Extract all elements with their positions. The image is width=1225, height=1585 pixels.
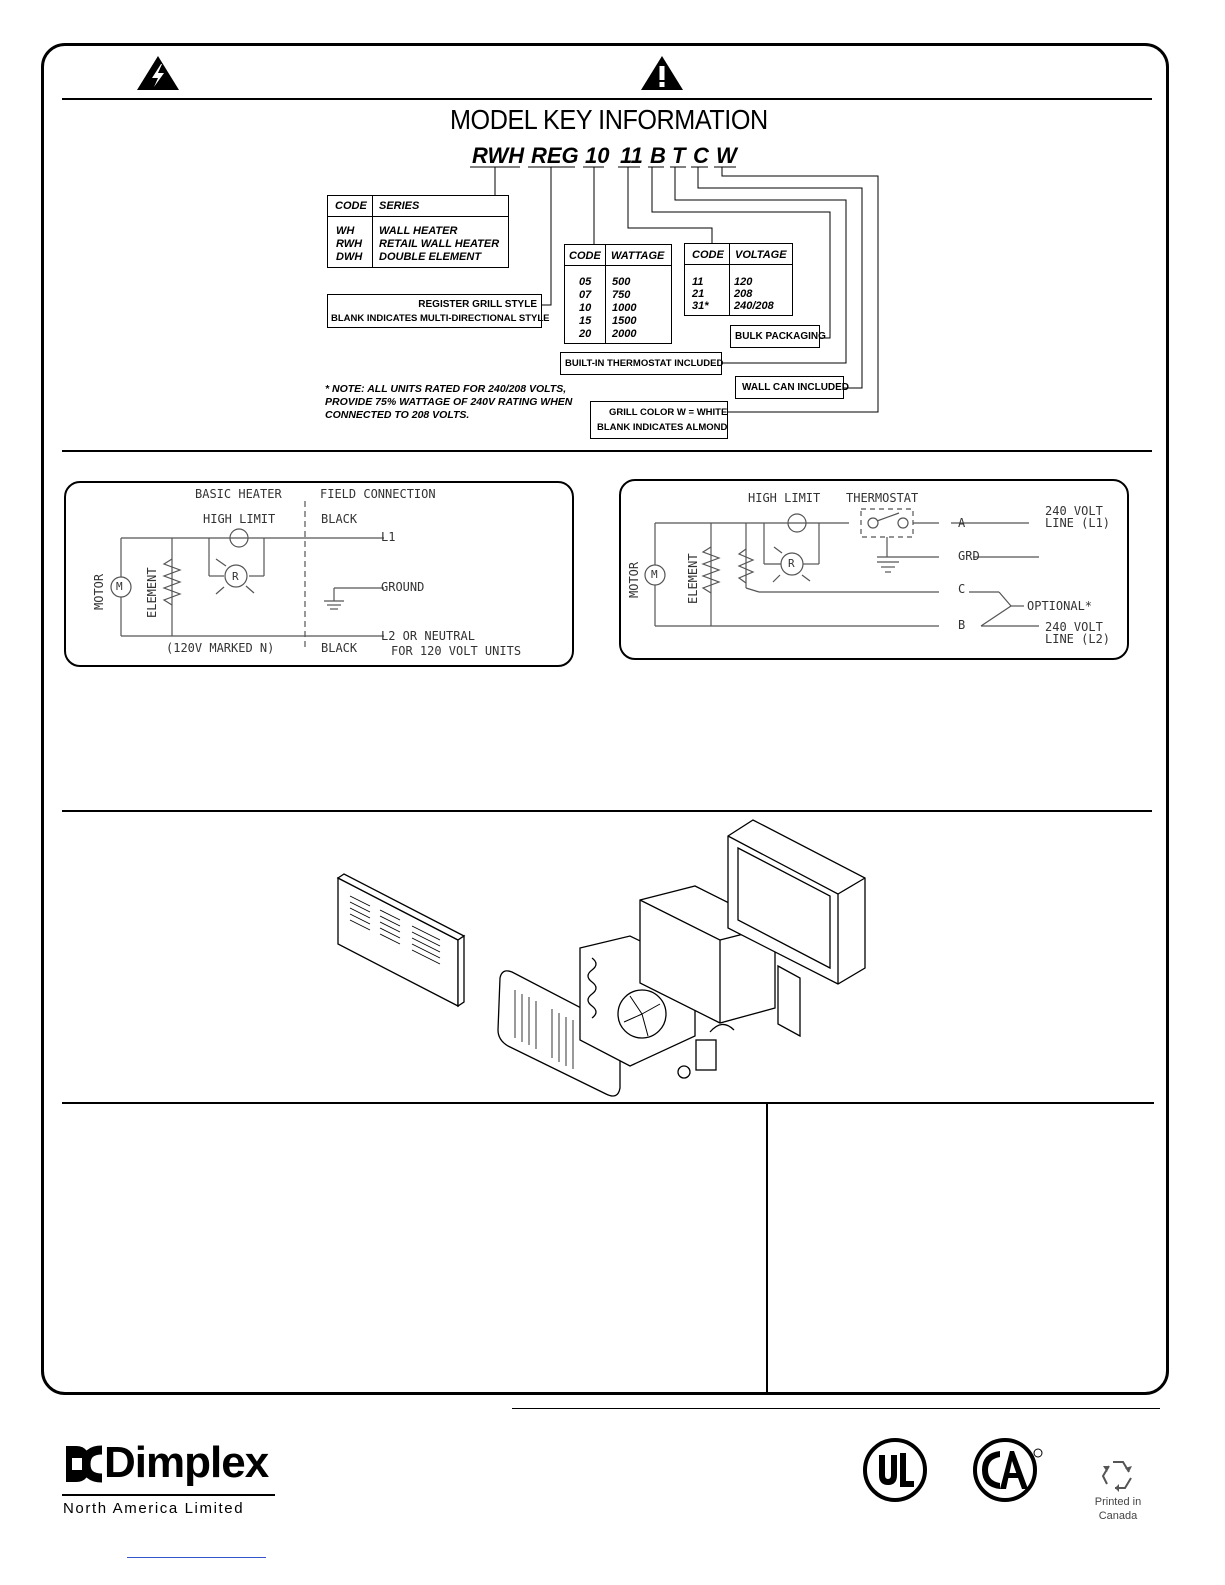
voltage-value: 240/208 xyxy=(734,300,774,312)
voltage-table xyxy=(684,243,793,316)
bulk-packaging-box xyxy=(730,325,826,348)
black-top-label: BLACK xyxy=(321,512,358,526)
register-grill-blank-label: BLANK INDICATES MULTI-DIRECTIONAL STYLE xyxy=(331,313,550,324)
l1-label: L1 xyxy=(381,530,396,544)
black-bottom-label: BLACK xyxy=(321,641,358,655)
ul-certification-icon xyxy=(862,1437,928,1503)
section-divider xyxy=(62,450,1152,452)
wattage-value: 500 xyxy=(612,276,631,288)
series-header-series: SERIES xyxy=(379,200,420,212)
printed-in-canada xyxy=(1082,1495,1154,1523)
series-name: RETAIL WALL HEATER xyxy=(379,238,500,250)
wall-can-label: WALL CAN INCLUDED xyxy=(742,382,850,393)
code-part-bulk: B xyxy=(650,143,666,168)
leader-lines xyxy=(0,0,1225,450)
wattage-code: 15 xyxy=(579,315,592,327)
optional-label: OPTIONAL* xyxy=(1027,599,1093,613)
code-part-voltage: 11 xyxy=(620,143,643,168)
terminal-grd-label: GRD xyxy=(958,549,980,563)
wattage-value: 1000 xyxy=(612,302,637,314)
terminal-a-label: A xyxy=(958,516,966,530)
basic-heater-label: BASIC HEATER xyxy=(195,487,282,501)
wattage-code: 10 xyxy=(579,302,592,314)
thermo-motor-symbol: M xyxy=(651,568,658,581)
basic-wiring-lines xyxy=(64,481,574,667)
code-part-series: RWH xyxy=(472,143,525,168)
line-l1-volt-label: 240 VOLT xyxy=(1045,504,1103,518)
voltage-note xyxy=(325,383,572,422)
link-underline[interactable] xyxy=(127,1557,266,1558)
code-part-wallcan: C xyxy=(693,143,709,168)
model-key-title: MODEL KEY INFORMATION xyxy=(450,104,768,135)
thermostat-label: THERMOSTAT xyxy=(846,491,919,505)
line-l2-volt-label: 240 VOLT xyxy=(1045,620,1103,634)
grill-color-blank-label: BLANK INDICATES ALMOND xyxy=(597,422,728,433)
thermostat-box xyxy=(560,352,722,375)
code-part-color: W xyxy=(716,143,737,168)
recycle-icon xyxy=(1099,1456,1137,1492)
terminal-b-label: B xyxy=(958,618,966,632)
exploded-heater-illustration xyxy=(330,818,875,1098)
voltage-header-voltage: VOLTAGE xyxy=(735,249,787,261)
series-code: WH xyxy=(336,225,355,237)
bulk-packaging-label: BULK PACKAGING xyxy=(735,331,826,342)
voltage-code: 11 xyxy=(692,276,704,288)
voltage-header-code: CODE xyxy=(692,249,724,261)
wattage-value: 1500 xyxy=(612,315,637,327)
thermo-motor-label: MOTOR xyxy=(627,561,641,598)
register-grill-label: REGISTER GRILL STYLE xyxy=(418,299,537,310)
thermo-element-label: ELEMENT xyxy=(686,553,700,604)
voltage-value: 208 xyxy=(734,288,753,300)
wattage-value: 750 xyxy=(612,289,631,301)
wattage-header-code: CODE xyxy=(569,250,601,262)
csa-certification-icon xyxy=(972,1437,1044,1503)
grill-color-box xyxy=(590,401,728,439)
series-table xyxy=(327,195,509,268)
motor-label: MOTOR xyxy=(92,573,106,610)
wattage-code: 20 xyxy=(579,328,592,340)
l2-label: L2 OR NEUTRAL xyxy=(381,629,475,643)
series-name: DOUBLE ELEMENT xyxy=(379,251,482,263)
motor-symbol: M xyxy=(116,580,123,593)
footer-rule xyxy=(512,1408,1160,1409)
note-line: PROVIDE 75% WATTAGE OF 240V RATING WHEN xyxy=(325,396,573,408)
thermo-relay-symbol: R xyxy=(788,557,795,570)
wattage-code: 05 xyxy=(579,276,592,288)
dimplex-mark-icon xyxy=(62,1444,104,1484)
element-label: ELEMENT xyxy=(145,567,159,618)
voltage-code: 31* xyxy=(692,300,709,312)
note-line: * NOTE: ALL UNITS RATED FOR 240/208 VOLTS, xyxy=(325,383,567,395)
series-code: RWH xyxy=(336,238,363,250)
series-name: WALL HEATER xyxy=(379,225,458,237)
wattage-header-wattage: WATTAGE xyxy=(611,250,665,262)
note-line: CONNECTED TO 208 VOLTS. xyxy=(325,409,470,421)
logo-underline xyxy=(62,1494,275,1496)
high-limit-label: HIGH LIMIT xyxy=(203,512,276,526)
wattage-table xyxy=(564,244,672,344)
column-divider xyxy=(766,1103,768,1395)
series-code: DWH xyxy=(336,251,363,263)
grill-color-label: GRILL COLOR W = WHITE xyxy=(609,407,728,418)
marked-n-label: (120V MARKED N) xyxy=(166,641,275,655)
terminal-c-label: C xyxy=(958,582,966,596)
section-divider xyxy=(62,1102,1154,1104)
wall-can-box xyxy=(735,376,850,399)
ground-label: GROUND xyxy=(381,580,425,594)
code-part-wattage: 10 xyxy=(585,143,610,168)
canada-label: Canada xyxy=(1098,1510,1138,1522)
thermo-high-limit-label: HIGH LIMIT xyxy=(748,491,821,505)
code-part-grill: REG xyxy=(531,143,579,168)
line-l1-label: LINE (L1) xyxy=(1045,516,1111,530)
thermostat-label: BUILT-IN THERMOSTAT INCLUDED xyxy=(565,358,724,369)
for-120-label: FOR 120 VOLT UNITS xyxy=(391,644,522,658)
line-l2-label: LINE (L2) xyxy=(1045,632,1111,646)
voltage-code: 21 xyxy=(692,288,705,300)
printed-in-label: Printed in xyxy=(1094,1496,1142,1508)
voltage-value: 120 xyxy=(734,276,753,288)
series-header-code: CODE xyxy=(335,200,367,212)
relay-symbol: R xyxy=(232,570,239,583)
section-divider xyxy=(62,810,1152,812)
brand-name: Dimplex xyxy=(104,1438,269,1487)
brand-subtitle: North America Limited xyxy=(63,1500,245,1517)
field-connection-label: FIELD CONNECTION xyxy=(320,487,436,501)
code-part-thermostat: T xyxy=(672,143,686,168)
wattage-value: 2000 xyxy=(612,328,637,340)
register-grill-box xyxy=(327,294,550,328)
wattage-code: 07 xyxy=(579,289,592,301)
